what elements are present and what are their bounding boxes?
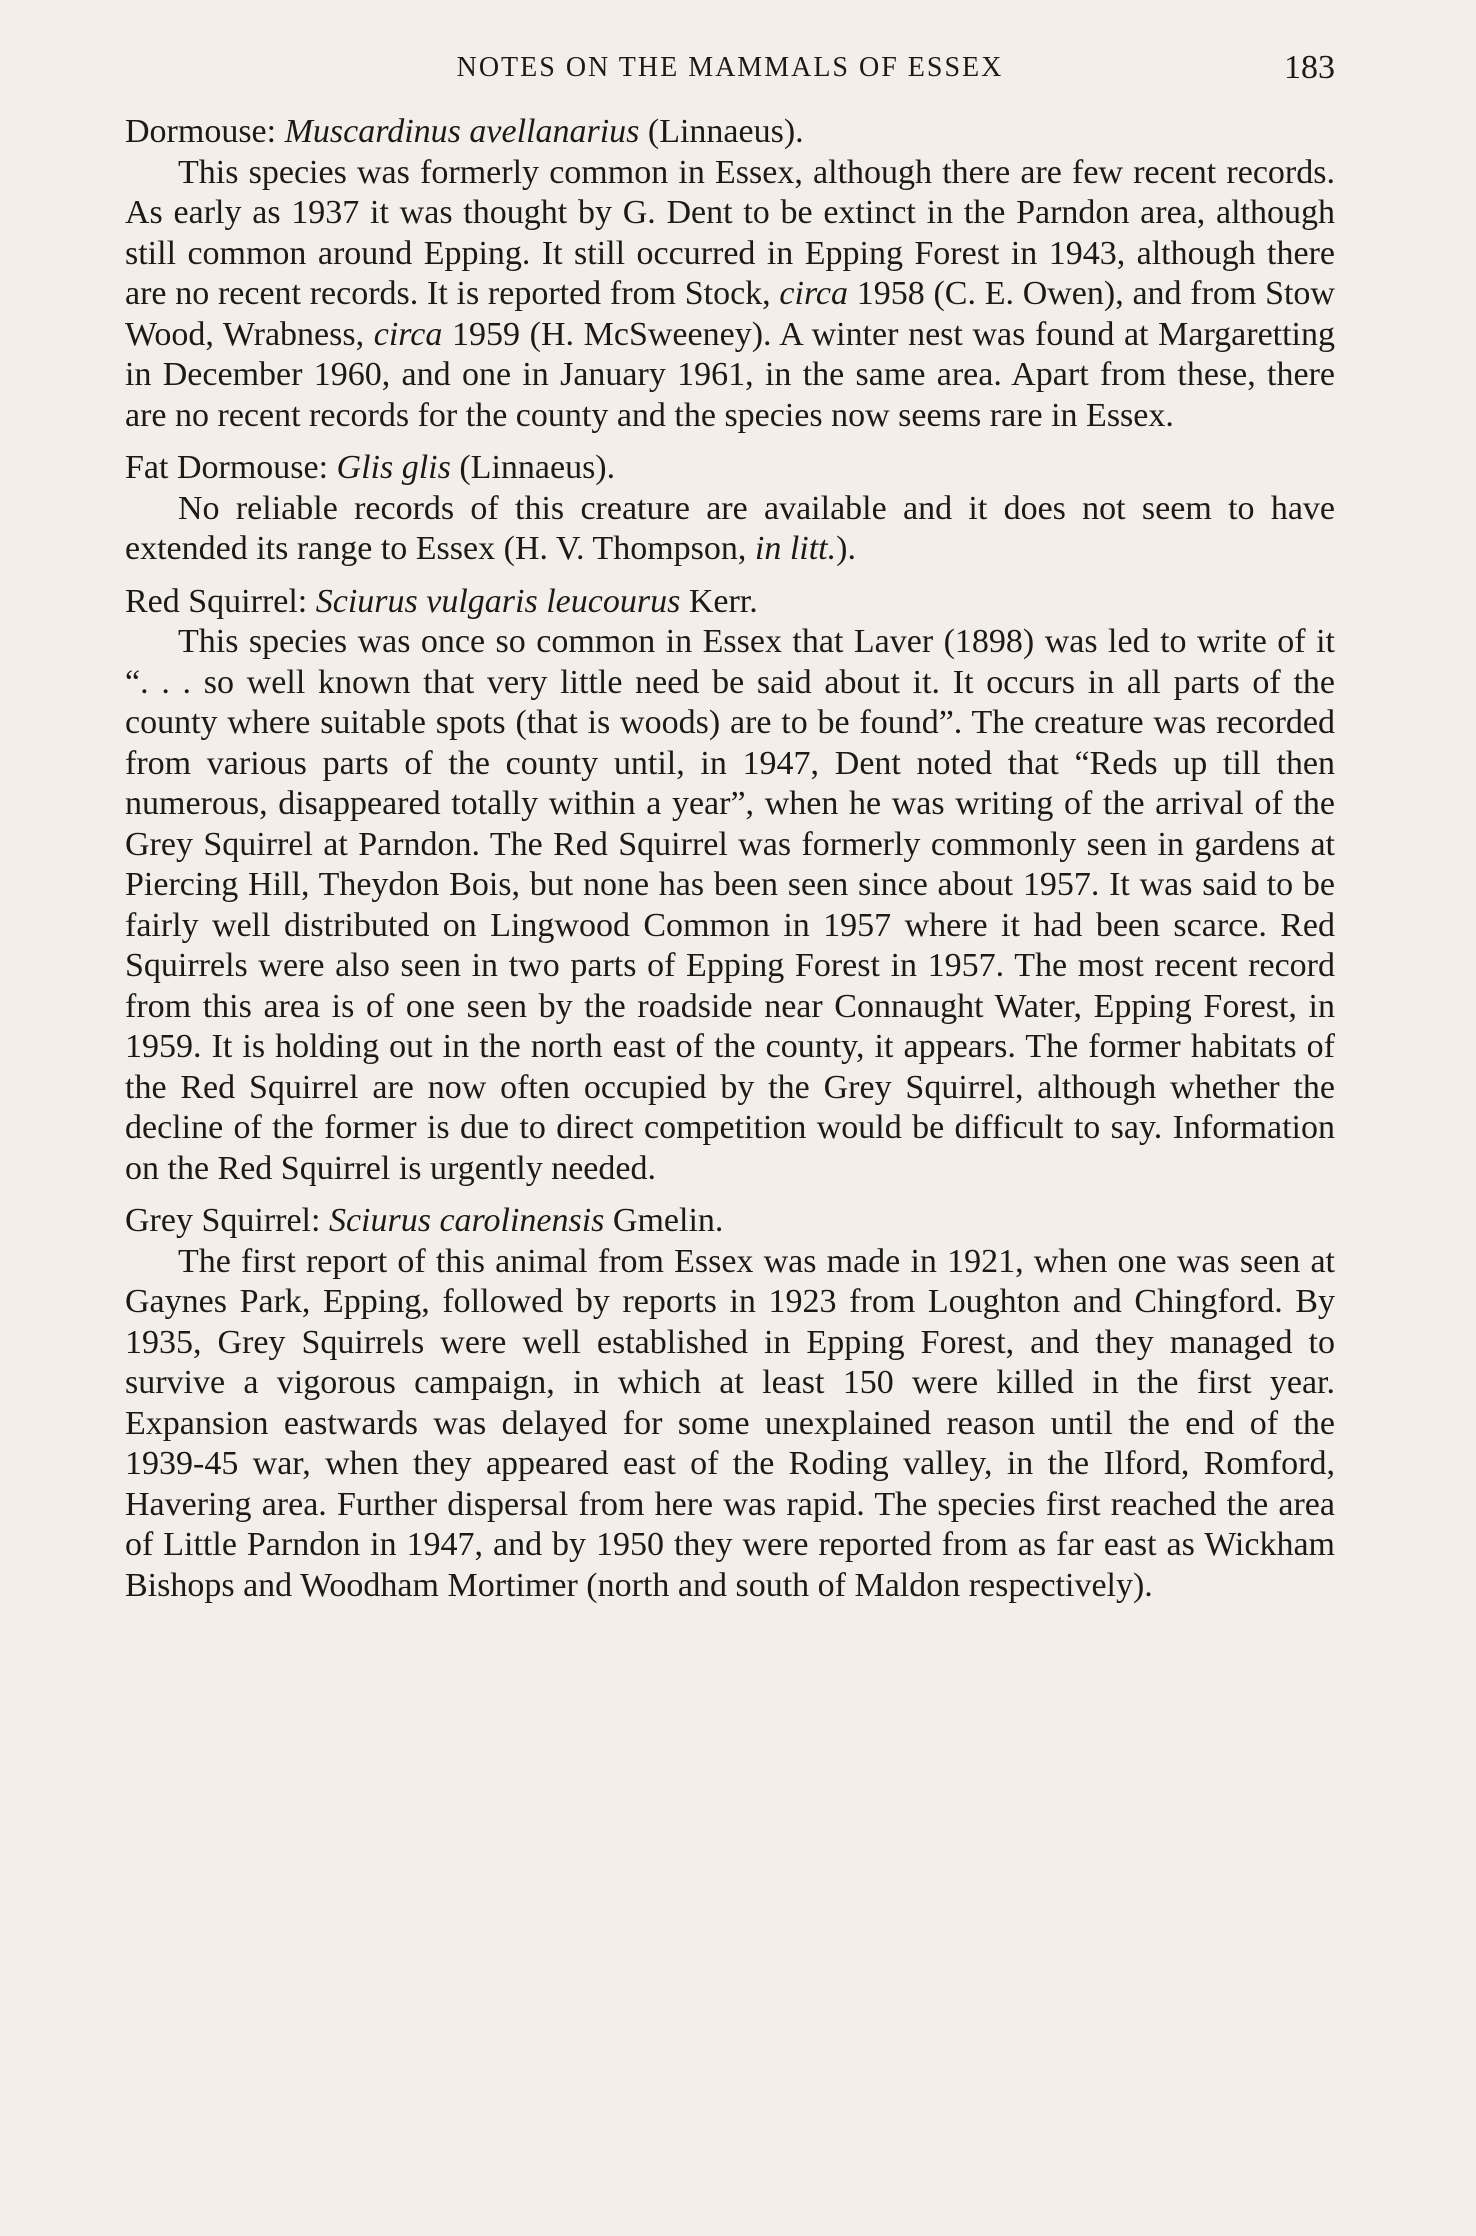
scientific-name: Muscardinus avellanarius: [284, 113, 640, 150]
text-run: This species was once so common in Essex that Laver (1898) was led to write of it “. . . so well known that very little need be said about it. It occurs in all parts of the county where suitable spots (that is woods) are to be found”. The creature was recorded from various parts of the county until, in 1947, Dent noted that “Reds up till then numerous, disappeared totally within a year”, when he was writing of the arrival of the Grey Squirrel at Parndon. The Red Squirrel was formerly commonly seen in gardens at Piercing Hill, Theydon Bois, but none has been seen since about 1957. It was said to be fairly well distributed on Lingwood Common in 1957 where it had been scarce. Red Squirrels were also seen in two parts of Epping Forest in 1957. The most recent record from this area is of one seen by the roadside near Connaught Water, Epping Forest, in 1959. It is holding out in the north east of the county, it appears. The former habitats of the Red Squirrel are now often occupied by the Grey Squirrel, although whether the decline of the former is due to direct competition would be difficult to say. Information on the Red Squirrel is urgently needed.: [125, 623, 1335, 1187]
authority: (Linnaeus).: [647, 113, 804, 150]
species-paragraph: [125, 622, 1335, 1189]
authority: Gmelin.: [612, 1202, 724, 1239]
species-paragraph: [125, 489, 1335, 570]
common-name: Dormouse:: [125, 113, 277, 150]
scientific-name: Glis glis: [336, 449, 451, 486]
species-heading: [125, 1201, 1335, 1242]
species-paragraph: [125, 1242, 1335, 1607]
section-fat-dormouse: [125, 448, 1335, 570]
species-heading: [125, 582, 1335, 623]
text-run: 1958 (C. E. Owen), and from Stow Wood, Wrabness,: [125, 275, 1335, 353]
species-heading: [125, 448, 1335, 489]
page-number: 183: [1284, 49, 1335, 86]
species-paragraph: [125, 153, 1335, 437]
section-grey-squirrel: [125, 1201, 1335, 1606]
common-name: Fat Dormouse:: [125, 449, 329, 486]
species-heading: [125, 112, 1335, 153]
authority: Kerr.: [688, 582, 758, 620]
text-run: ).: [836, 530, 856, 567]
italic-run: circa: [373, 315, 443, 353]
scientific-name: Sciurus vulgaris leucourus: [315, 582, 681, 620]
page-header: [125, 44, 1335, 92]
section-red-squirrel: [125, 582, 1335, 1190]
authority: (Linnaeus).: [459, 449, 616, 486]
document-page: [125, 44, 1335, 1618]
running-title: NOTES ON THE MAMMALS OF ESSEX: [456, 52, 1004, 83]
text-run: The first report of this animal from Essex was made in 1921, when one was seen at Gaynes Park, Epping, followed by reports in 1923 from Loughton and Chingford. By 1935, Grey Squirrels were well established in Epping Forest, and they managed to survive a vigorous campaign, in which at least 150 were killed in the first year. Expansion eastwards was delayed for some unexplained reason until the end of the 1939-45 war, when they appeared east of the Roding valley, in the Ilford, Romford, Havering area. Further dispersal from here was rapid. The species first reached the area of Little Parndon in 1947, and by 1950 they were reported from as far east as Wickham Bishops and Woodham Mortimer (north and south of Maldon respectively).: [125, 1242, 1335, 1604]
italic-run: circa: [779, 275, 849, 312]
section-dormouse: [125, 112, 1335, 436]
common-name: Grey Squirrel:: [125, 1202, 321, 1239]
italic-run: in litt.: [754, 530, 837, 567]
text-run: This species was formerly common in Essex, although there are few recent records. As early as 1937 it was thought by G. Dent to be extinct in the Parndon area, although still common around Epping. It still occurred in Epping Forest in 1943, although there are no recent records. It is reported from Stock,: [125, 153, 1335, 312]
text-run: 1959 (H. McSweeney). A winter nest was found at Margaretting in December 1960, and one in January 1961, in the same area. Apart from these, there are no recent records for the county and the species now seems rare in Essex.: [125, 315, 1336, 434]
scientific-name: Sciurus carolinensis: [328, 1202, 605, 1239]
text-run: No reliable records of this creature are available and it does not seem to have extended its range to Essex (H. V. Thompson,: [125, 489, 1335, 567]
common-name: Red Squirrel:: [125, 582, 308, 620]
